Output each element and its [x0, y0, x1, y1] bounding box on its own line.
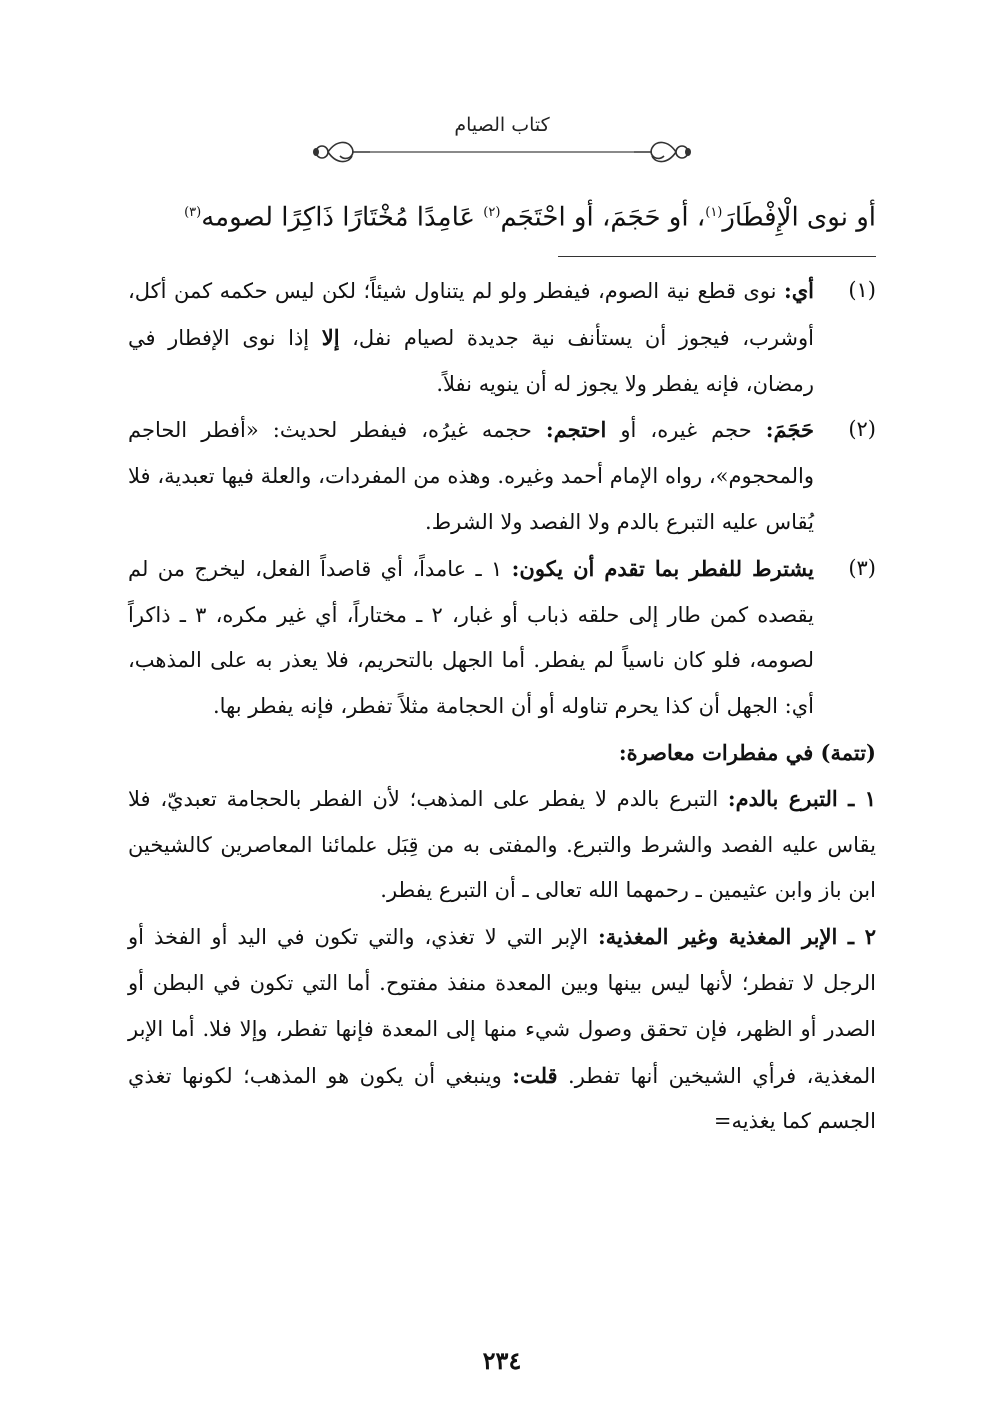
footnote-1	[128, 268, 876, 407]
tatimma-item-1	[128, 776, 876, 914]
item-body: الإبر التي لا تغذي، والتي تكون في اليد أو الفخذ أو الرجل لا تفطر؛ لأنها ليس بينها وبين المعدة منفذ مفتوح. أما التي تكون في البطن أو الصدر أو الظهر، فإن تحقق وصول شيء منها إلى المعدة فإنها تفطر، وإلا فلا. أما الإبر المغذية، فرأي الشيخين أنها تفطر.	[128, 925, 877, 1088]
footnote-term: أي:	[783, 278, 814, 303]
running-header	[300, 112, 704, 172]
footnote-body: حجم غيره، أو	[606, 418, 766, 443]
footnotes-section	[128, 268, 876, 1145]
footnote-ref-1: (١)	[705, 205, 723, 220]
item-term: ١ ـ التبرع بالدم:	[727, 785, 876, 811]
footnote-term: حَجَمَ:	[765, 417, 814, 443]
footnote-body: إذا نوى الإفطار في رمضان، فإنه يفطر ولا يجوز له أن ينويه نفلاً.	[128, 325, 814, 396]
footnote-body: حجمه غيرُه، فيفطر لحديث: «أفطر الحاجم والمحجوم»، رواه الإمام أحمد وغيره. وهذه من المفردات، والعلة فيها تعبدية، فلا يُقاس عليه التبرع بالدم ولا الفصد ولا الشرط.	[128, 418, 814, 534]
header-title: كتاب الصيام	[454, 114, 550, 136]
footnote-term: احتجم:	[545, 417, 607, 443]
footnote-number: (٣)	[848, 555, 876, 580]
tatimma-heading: (تتمة) في مفطرات معاصرة:	[618, 739, 876, 765]
footnote-body: نوى قطع نية الصوم، فيفطر ولو لم يتناول شيئاً؛ لكن ليس حكمه كمن أكل، أوشرب، فيجوز أن يستأنف نية جديدة لصيام نفل،	[128, 279, 814, 350]
footnote-body: ١ ـ عامداً، أي قاصداً الفعل، ليخرج من لم يقصده كمن طار إلى حلقه ذباب أو غبار، ٢ ـ مختاراً، أي غير مكره، ٣ ـ ذاكراً لصومه، فلو كان ناسياً لم يفطر. أما الجهل بالتحريم، فلا يعذر به على المذهب، أي: الجهل أن كذا يحرم تناوله أو أن الحجامة مثلاً تفطر، فإنه يفطر بها.	[128, 556, 815, 719]
footnote-text	[128, 546, 814, 730]
matn-text-2: ، أو حَجَمَ، أو احْتَجَم	[500, 202, 706, 233]
header-ornament	[300, 134, 704, 170]
item-body: التبرع بالدم لا يفطر على المذهب؛ لأن الفطر بالحجامة تعبديّ، فلا يقاس عليه الفصد والشرط والتبرع. والمفتى به من قِبَل علمائنا المعاصرين كالشيخين ابن باز وابن عثيمين ـ رحمهما الله تعالى ـ أن التبرع يفطر.	[128, 786, 876, 903]
main-text-line	[128, 184, 876, 247]
footnote-text	[128, 407, 814, 545]
footnote-2	[128, 407, 876, 545]
matn-text-3: عَامِدًا مُخْتَارًا ذَاكِرًا لصومه	[201, 202, 484, 233]
footnote-term: إلا	[321, 324, 340, 350]
footnote-text	[128, 268, 814, 407]
page-number: ٢٣٤	[482, 1346, 522, 1375]
item-term: ٢ ـ الإبر المغذية وغير المغذية:	[598, 924, 876, 950]
footnote-number: (٢)	[848, 417, 876, 442]
footnote-term: يشترط للفطر بما تقدم أن يكون:	[511, 555, 814, 581]
footnote-number: (١)	[848, 278, 876, 302]
item-body: وينبغي أن يكون هو المذهب؛ لكونها تغذي الجسم كما يغذيه=	[128, 1063, 876, 1134]
tatimma-item-2	[128, 914, 876, 1145]
footnote-ref-2: (٢)	[483, 205, 501, 220]
footnote-divider	[558, 256, 876, 257]
footnote-3	[128, 546, 876, 730]
footnote-ref-3: (٣)	[184, 205, 202, 220]
matn-text-1: أو نوى الْإِفْطَارَ	[722, 202, 876, 233]
item-term: قلت:	[512, 1062, 558, 1088]
